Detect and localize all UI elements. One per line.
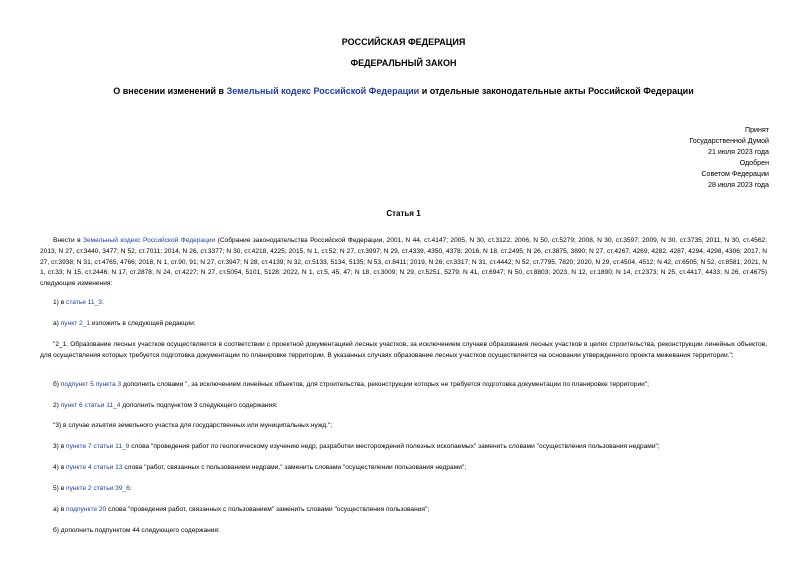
- point-7-article-11-9-link[interactable]: пункте 7 статьи 11_9: [66, 443, 130, 450]
- item-2-prefix: 2): [53, 402, 61, 409]
- law-title-suffix: и отдельные законодательные акты Российской Федерации: [419, 86, 694, 96]
- item-5a-prefix: а) в: [53, 506, 67, 513]
- item-2-quote: "3) в случае изъятия земельного участка для государственных или муниципальных нужд.";: [53, 422, 333, 429]
- item-5-prefix: 5) в: [53, 485, 67, 492]
- item-3-suffix: слова "проведения работ по геологическому изучению недр, разработки месторождений полезных ископаемых" заменить словами "осуществления пользования недрами";: [129, 443, 660, 450]
- subpoint-20-link[interactable]: подпункте 20: [66, 506, 107, 513]
- adopted-by: Государственной Думой: [689, 136, 769, 145]
- item-4-suffix: слова "работ, связанных с пользованием недрами," заменить словами "осуществлении пользования недрами";: [122, 464, 467, 471]
- intro-land-code-link[interactable]: Земельный кодекс Российской Федерации: [82, 237, 216, 244]
- point-6-article-11-4-link[interactable]: пункт 6 статьи 11_4: [60, 402, 121, 409]
- point-4-article-13-link[interactable]: пункте 4 статьи 13: [66, 464, 123, 471]
- country-heading: РОССИЙСКАЯ ФЕДЕРАЦИЯ: [341, 37, 466, 47]
- item-2-suffix: дополнить подпунктом 3 следующего содержания:: [120, 402, 278, 409]
- approved-date: 28 июля 2023 года: [708, 180, 769, 189]
- item-4-prefix: 4) в: [53, 464, 67, 471]
- item-3: [40, 442, 767, 453]
- law-type-heading: ФЕДЕРАЛЬНЫЙ ЗАКОН: [350, 58, 457, 68]
- item-1-prefix: 1) в: [53, 299, 67, 306]
- item-1b-suffix: дополнить словами ", за исключением линейных объектов, для строительства, реконструкции которых не требуется подготовка документации по планировке территории";: [121, 381, 650, 388]
- article-title: Статья 1: [386, 209, 421, 218]
- item-1a-prefix: а): [53, 320, 61, 327]
- item-5: [40, 484, 767, 495]
- item-1a-quote: "2_1. Образование лесных участков осуществляется в соответствии с проектной документацией лесных участков, за исключением случаев образования лесных участков в целях строительства, реконструкции линейных объектов, для осуществления которых требуется подготовка документации по планировке территории. В указанных случаях образование лесных участков осуществляется на основании утвержденного проекта межевания территории.";: [40, 341, 767, 359]
- adopted-label: Принят: [744, 126, 769, 134]
- item-1b: [40, 380, 767, 391]
- approved-by: Советом Федерации: [701, 169, 769, 178]
- point-2-1-link[interactable]: пункт 2_1: [60, 320, 91, 327]
- intro-paragraph: [40, 236, 767, 290]
- intro-prefix: Внести в: [53, 237, 83, 244]
- item-1a: [40, 319, 767, 330]
- subpoint-5-point-3-link[interactable]: подпункт 5 пункта 3: [60, 381, 122, 388]
- item-5b: б) дополнить подпунктом 44 следующего содержания:: [53, 527, 220, 534]
- adoption-info: [689, 125, 769, 190]
- item-4: [40, 463, 767, 474]
- item-1b-prefix: б): [53, 381, 61, 388]
- law-title: [0, 86, 807, 96]
- approved-label: Одобрен: [739, 158, 769, 167]
- item-1a-suffix: изложить в следующей редакции:: [90, 320, 196, 327]
- item-5a-suffix: слова "проведения работ, связанных с пользованием" заменить словами "осуществления пользования";: [106, 506, 430, 513]
- item-3-prefix: 3) в: [53, 443, 67, 450]
- law-title-prefix: О внесении изменений в: [113, 86, 227, 96]
- item-1-suffix: :: [101, 299, 104, 306]
- item-1: [40, 298, 767, 309]
- point-2-article-39-6-link[interactable]: пункте 2 статьи 39_6: [66, 485, 130, 492]
- land-code-link[interactable]: Земельный кодекс Российской Федерации: [226, 86, 420, 96]
- intro-sources: (Собрание законодательства Российской Федерации, 2001, N 44, ст.4147; 2005, N 30, ст.3122; 2006, N 50, ст.5279; 2008, N 30, ст.3597; 2009, N 30, ст.3735; 2011, N 30, ст.4562; 2013, N 27, ст.3440, 3477; N 52, ст.7011; 2014, N 26, ст.3377; N 30, ст.4218, 4225; 2015, N 1, ст.52; N 27, ст.3997; N 29, ст.4339, 4350, 4378; 2016, N 18, ст.2495; N 26, ст.3875, 3890; N 27, ст.4267, 4269, 4282, 4287, 4294, 4298, 4306; 2017, N 27, ст.3938; N 31, ст.4765, 4766; 2018, N 1, ст.90, 91; N 27, ст.3947; N 28, ст.4139; N 32, ст.5133, 5134, 5135; N 53, ст.8411; 2019, N 26, ст.3317; N 31, ст.4442; N 52, ст.7795, 7820; 2020, N 29, ст.4504, 4512; N 42, ст.6505; N 52, ст.8581; 2021, N 1, ст.33; N 15, ст.2446; N 17, ст.2878; N 24, ст.4227; N 27, ст.5054, 5101, 5128; 2022, N 1, ст.5, 45, 47; N 18, ст.3009; N 29, ст.5251, 5279; N 41, ст.6947; N 50, ст.8803; 2023, N 12, ст.1890; N 14, ст.2373; N 25, ст.4417, 4433; N 26, ст.4675) следующие изменения:: [40, 237, 768, 288]
- item-5-suffix: :: [129, 485, 132, 492]
- item-2: [40, 401, 767, 412]
- adopted-date: 21 июля 2023 года: [708, 147, 769, 156]
- item-5a: [40, 505, 767, 516]
- article-11-3-link[interactable]: статье 11_3: [66, 299, 102, 306]
